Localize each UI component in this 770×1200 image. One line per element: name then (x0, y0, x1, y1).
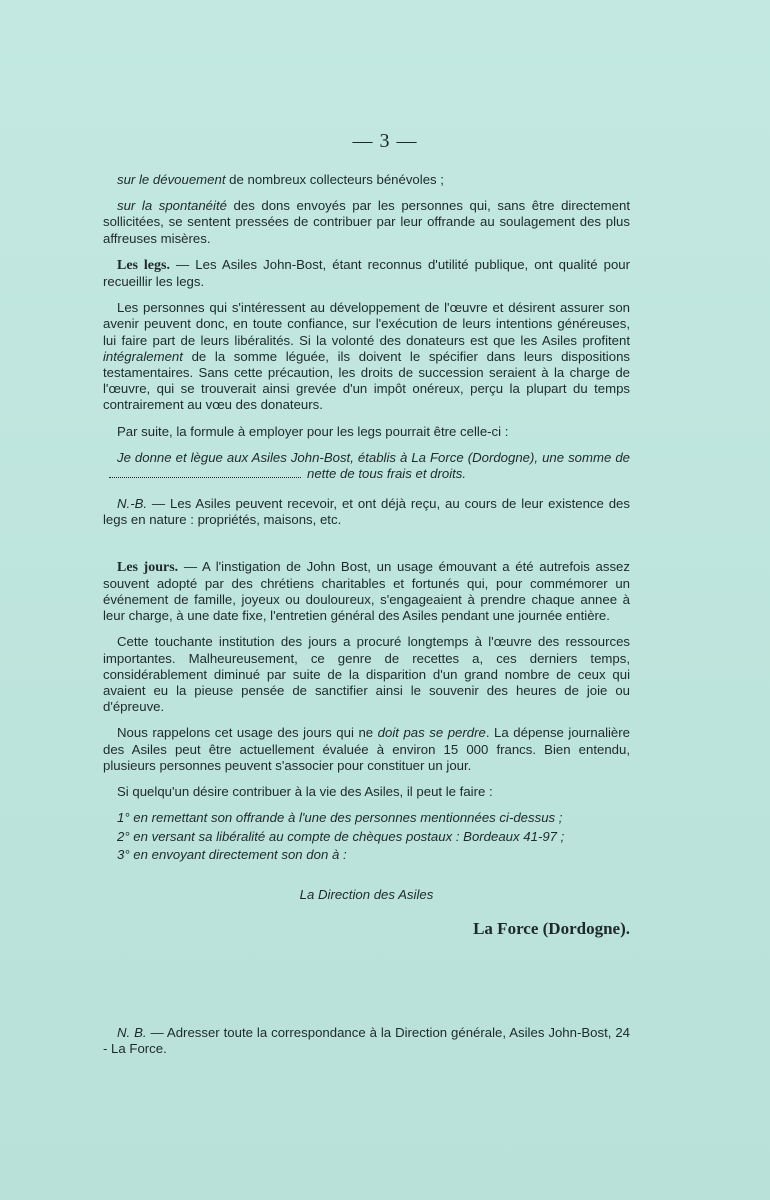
paragraph-text: — Les Asiles peuvent recevoir, et ont déjà reçu, au cours de leur existence des legs en nature : propriétés, maisons, etc. (103, 496, 630, 528)
paragraph-jours-4: Si quelqu'un désire contribuer à la vie des Asiles, il peut le faire : (117, 784, 493, 800)
paragraph-jours-3 (103, 725, 630, 774)
footnote-text (103, 1025, 630, 1057)
section-jours (103, 559, 630, 625)
paragraph-text: Les personnes qui s'intéressent au développement de l'œuvre et désirent assurer son avenir peuvent donc, en toute confiance, sur l'exécution de leurs intentions généreuses, lui faire part de leurs libéralités. Si la volonté des donateurs est que les Asiles profitent (103, 300, 630, 348)
formula-text: nette de tous frais et droits. (307, 466, 467, 482)
emphasis: sur le dévouement (117, 172, 226, 187)
paragraph-devouement (103, 172, 630, 188)
list-item: 2° en versant sa libéralité au compte de chèques postaux : Bordeaux 41-97 ; (117, 828, 565, 844)
signature-location: La Force (Dordogne). (473, 919, 630, 939)
emphasis: N.-B. (117, 496, 148, 512)
legs-formula (103, 450, 630, 482)
section-title-jours: Les jours. (117, 559, 179, 575)
paragraph-text: — Adresser toute la correspondance à la Direction générale, Asiles John-Bost, 24 - La Force. (103, 1025, 630, 1057)
emphasis: doit pas se perdre (377, 725, 486, 741)
footnote (103, 1025, 630, 1057)
paragraph-jours-2: Cette touchante institution des jours a procuré longtemps à l'œuvre des ressources importantes. Malheureusement, ce genre de recettes a, ces derniers temps, considérablement diminué par suite de la disparition d'un grand nombre de ceux qui avaient eu la pieuse pensée de sanctifier ainsi le souvenir des heures de joie ou d'épreuve. (103, 634, 630, 715)
formula-text: Je donne et lègue aux Asiles John-Bost, établis à La Force (Dordogne), une somme de (117, 449, 630, 465)
paragraph-text: des dons envoyés par les personnes qui, sans être directement sollicitées, se sentent pressées de contribuer par leur offrande au soulagement des plus affreuses misères. (103, 198, 630, 246)
paragraph-legs-3: Par suite, la formule à employer pour les legs pourrait être celle-ci : (117, 423, 509, 439)
section-legs (103, 257, 630, 290)
paragraph-text: de la somme léguée, ils doivent le spécifier dans leurs dispositions testamentaires. Sans cette précaution, les droits de succession seraient à la charge de l'œuvre, qui se trouverait ainsi grevée d'un impôt onéreux, perçu la plupart du temps contrairement au vœu des donateurs. (103, 348, 630, 413)
main-text (103, 172, 630, 937)
paragraph-legs-nb (103, 496, 630, 528)
paragraph-text: — Les Asiles John-Bost, étant reconnus d'utilité publique, ont qualité pour recueillir les legs. (103, 256, 631, 290)
emphasis: sur la spontanéité (117, 198, 227, 214)
paragraph-text: de nombreux collecteurs bénévoles ; (225, 172, 444, 187)
paragraph-legs-2 (103, 300, 630, 413)
list-item: 3° en envoyant directement son don à : (117, 846, 347, 862)
emphasis: intégralement (103, 348, 183, 364)
page-number: — 3 — (352, 130, 418, 152)
signature-direction: La Direction des Asiles (299, 886, 434, 902)
paragraph-text: Nous rappelons cet usage des jours qui ne (117, 725, 378, 741)
list-item: 1° en remettant son offrande à l'une des personnes mentionnées ci-dessus ; (117, 810, 563, 826)
blank-line (109, 467, 301, 478)
spacer (103, 539, 630, 559)
paragraph-text: — A l'instigation de John Bost, un usage émouvant a été autrefois assez souvent adopté par des chrétiens charitables et fortunés qui, pour commémorer un événement de famille, joyeux ou douloureux, s'engageaient à prendre chaque annee à leur charge, à une date fixe, l'entretien général des Asiles pendant une journée entière. (103, 558, 630, 624)
paragraph-spontaneite (103, 198, 630, 247)
section-title-legs: Les legs. (117, 257, 170, 273)
paragraph-text: . La dépense journalière des Asiles peut être actuellement évaluée à environ 15 000 francs. Bien entendu, plusieurs personnes peuvent s'associer pour constituer un jour. (103, 725, 630, 773)
emphasis: N. B. (117, 1025, 147, 1040)
